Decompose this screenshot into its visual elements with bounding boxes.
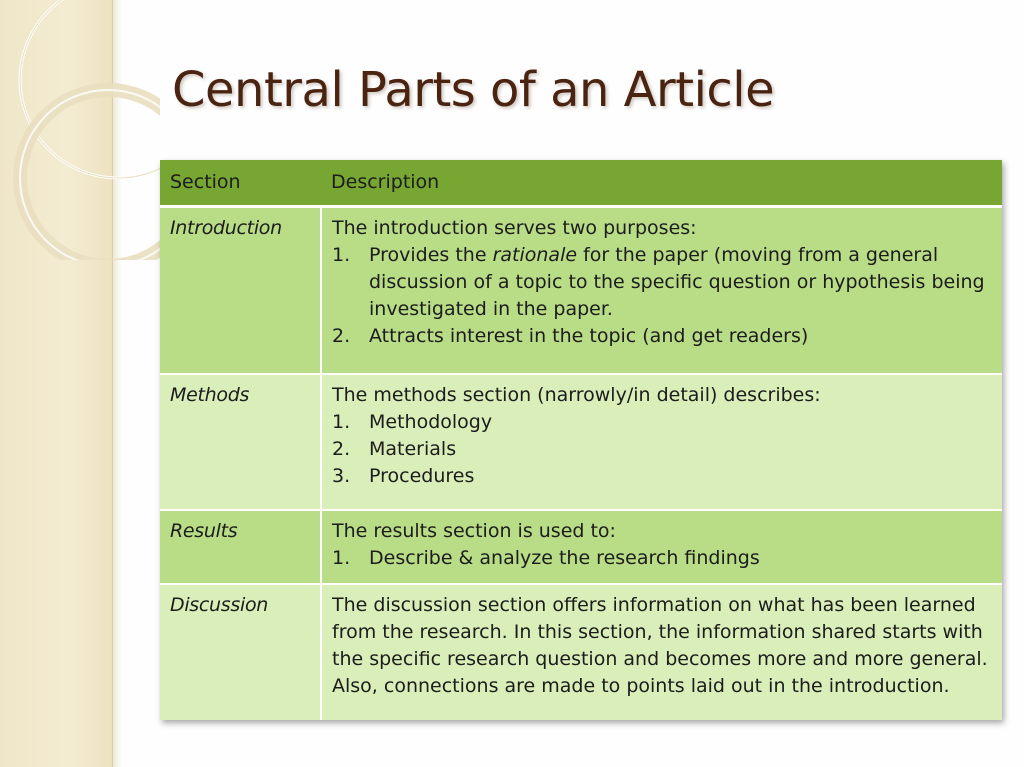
description-cell (321, 206, 1002, 374)
article-parts-table (160, 160, 1002, 720)
numbered-list (332, 242, 992, 350)
list-text-part: for the paper (moving from a general discussion of a topic to the specific question or hypothesis being investigated in the paper. (369, 243, 985, 320)
list-item (332, 409, 992, 436)
table-row-results (160, 510, 1002, 584)
list-text: Procedures (369, 465, 475, 487)
list-text-part: Provides the (369, 243, 493, 266)
list-text: Materials (369, 438, 457, 460)
column-header-section: Section (160, 160, 321, 206)
list-number: 2. (332, 438, 351, 460)
list-item (332, 323, 992, 350)
decorative-rings (0, 0, 160, 260)
description-lead: The results section is used to: (332, 520, 616, 542)
description-lead: The introduction serves two purposes: (332, 216, 697, 239)
table-row-introduction (160, 206, 1002, 374)
section-cell: Introduction (160, 206, 321, 374)
list-number: 2. (332, 324, 351, 347)
list-item (332, 242, 992, 323)
list-item (332, 463, 992, 490)
table (160, 160, 1002, 720)
numbered-list (332, 545, 992, 572)
slide-title: Central Parts of an Article (172, 62, 775, 118)
list-text: Methodology (369, 411, 493, 433)
column-header-description: Description (321, 160, 1002, 206)
list-text-italic: rationale (492, 243, 578, 266)
table-header-row (160, 160, 1002, 206)
table-row-methods (160, 374, 1002, 510)
list-number: 1. (332, 547, 351, 569)
table-row-discussion (160, 584, 1002, 720)
description-lead: The methods section (narrowly/in detail) describes: (332, 384, 821, 406)
list-text: Attracts interest in the topic (and get readers) (369, 324, 809, 347)
list-item (332, 436, 992, 463)
list-number: 3. (332, 465, 351, 487)
list-item (332, 545, 992, 572)
list-number: 1. (332, 243, 351, 266)
description-cell (321, 510, 1002, 584)
section-cell: Methods (160, 374, 321, 510)
list-text: Describe & analyze the research findings (369, 547, 760, 569)
description-text: The discussion section offers information on what has been learned from the research. In this section, the information shared starts with the specific research question and becomes more and more general. Also, connections are made to points laid out in the introduction. (332, 594, 988, 697)
numbered-list (332, 409, 992, 490)
section-cell: Results (160, 510, 321, 584)
description-cell (321, 584, 1002, 720)
list-text (369, 242, 992, 323)
description-cell (321, 374, 1002, 510)
section-cell: Discussion (160, 584, 321, 720)
list-number: 1. (332, 411, 351, 433)
